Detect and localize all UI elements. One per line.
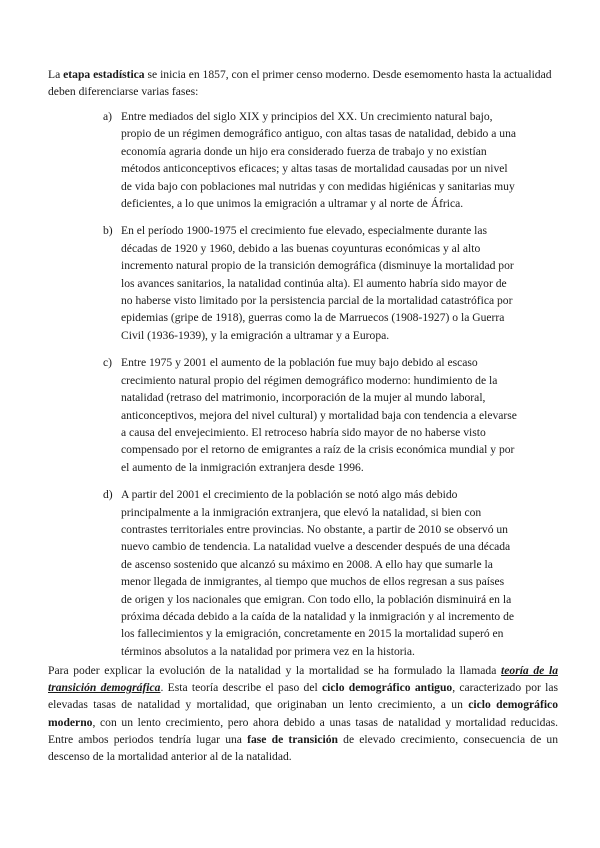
phase-text-b: En el período 1900-1975 el crecimiento fue elevado, especialmente durante las décadas de 1920 y 1960, debido a las buenas coyunturas económicas y al alto incremento natural propio de la transición demográfica (disminuye la mortalidad por los avances sanitarios, la natalidad continúa alta). El aumento habría sido mayor de no haberse visto limitado por la persistencia parcial de la mortalidad catastrófica por epidemias (gripe de 1918), guerras como la de Marruecos (1908-1927) o la Guerra Civil (1936-1939), y la emigración a ultramar y a Europa. — [121, 224, 514, 342]
phases-list — [0, 108, 600, 670]
closing-paragraph — [48, 662, 558, 765]
phase-marker-a: a) — [103, 110, 113, 123]
phase-item-a — [0, 108, 600, 212]
theory-term: teoría de la transición demográfica — [48, 664, 558, 695]
intro-bold-term: etapa estadística — [63, 68, 145, 81]
closing-text-1: Para poder explicar la evolución de la natalidad y la mortalidad se ha formulado la llamada — [48, 664, 502, 677]
intro-paragraph — [48, 66, 556, 101]
term-transition-phase: fase de transición — [247, 732, 338, 746]
phase-item-d — [0, 486, 600, 660]
term-ancient-cycle: ciclo demográfico antiguo — [321, 681, 453, 695]
phase-marker-d: d) — [103, 488, 113, 502]
phase-marker-c: c) — [103, 356, 113, 370]
intro-text-1: La — [48, 68, 64, 81]
phase-item-b — [0, 222, 600, 344]
phase-marker-b: b) — [103, 224, 113, 238]
phase-item-c — [0, 354, 600, 476]
closing-text-3: , caracterizado por las elevadas tasas de natalidad y mortalidad, que originaban un lento crecimiento, a un — [48, 681, 558, 712]
closing-text-5: de elevado crecimiento, consecuencia de un descenso de la mortalidad anterior al de la natalidad. — [48, 732, 558, 764]
phase-text-a: Entre mediados del siglo XIX y principios del XX. Un crecimiento natural bajo, propio de un régimen demográfico antiguo, con altas tasas de natalidad, debido a una economía agraria donde un hijo era considerado fuerza de trabajo y no existían métodos anticonceptivos eficaces; y altas tasas de mortalidad causadas por un nivel de vida bajo con poblaciones mal nutridas y con medidas higiénicas y sanitarias muy deficientes, a lo que unimos la emigración a ultramar y al norte de África. — [121, 110, 517, 211]
intro-text-2: se inicia en 1857, con el primer censo moderno. Desde esemomento hasta la actualidad deben diferenciarse varias fases: — [48, 68, 552, 99]
phase-text-d: A partir del 2001 el crecimiento de la población se notó algo más debido principalmente a la inmigración extranjera, que elevó la natalidad, si bien con contrastes territoriales entre provincias. No obstante, a partir de 2010 se observó un nuevo cambio de tendencia. La natalidad vuelve a descender después de una década de ascenso sostenido que alcanzó su máximo en 2008. A ello hay que sumarle la menor llegada de inmigrantes, al tiempo que muchos de ellos regresan a sus países de origen y los nacionales que emigran. Con todo ello, la población disminuirá en la próxima década debido a la caída de la natalidad y la inmigración y al incremento de los fallecimientos y la emigración, concretamente en 2015 la mortalidad superó en términos absolutos a la natalidad por primera vez en la historia. — [121, 488, 515, 658]
term-modern-cycle: ciclo demográfico moderno — [48, 698, 558, 729]
closing-text-4: , con un lento crecimiento, pero ahora debido a unas tasas de natalidad y mortalidad reducidas. Entre ambos periodos tendría lugar una — [48, 715, 558, 746]
phase-text-c: Entre 1975 y 2001 el aumento de la población fue muy bajo debido al escaso crecimiento natural propio del régimen demográfico moderno: hundimiento de la natalidad (retraso del matrimonio, incorporación de la mujer al mundo laboral, anticonceptivos, mejora del nivel cultural) y mortalidad baja con tendencia a elevarse a causa del envejecimiento. El retroceso habría sido mayor de no haberse visto compensado por el retorno de emigrantes a raíz de la crisis económica mundial y por el aumento de la inmigración extranjera desde 1996. — [121, 356, 517, 474]
closing-text-2: . Esta teoría describe el paso del — [160, 681, 322, 695]
